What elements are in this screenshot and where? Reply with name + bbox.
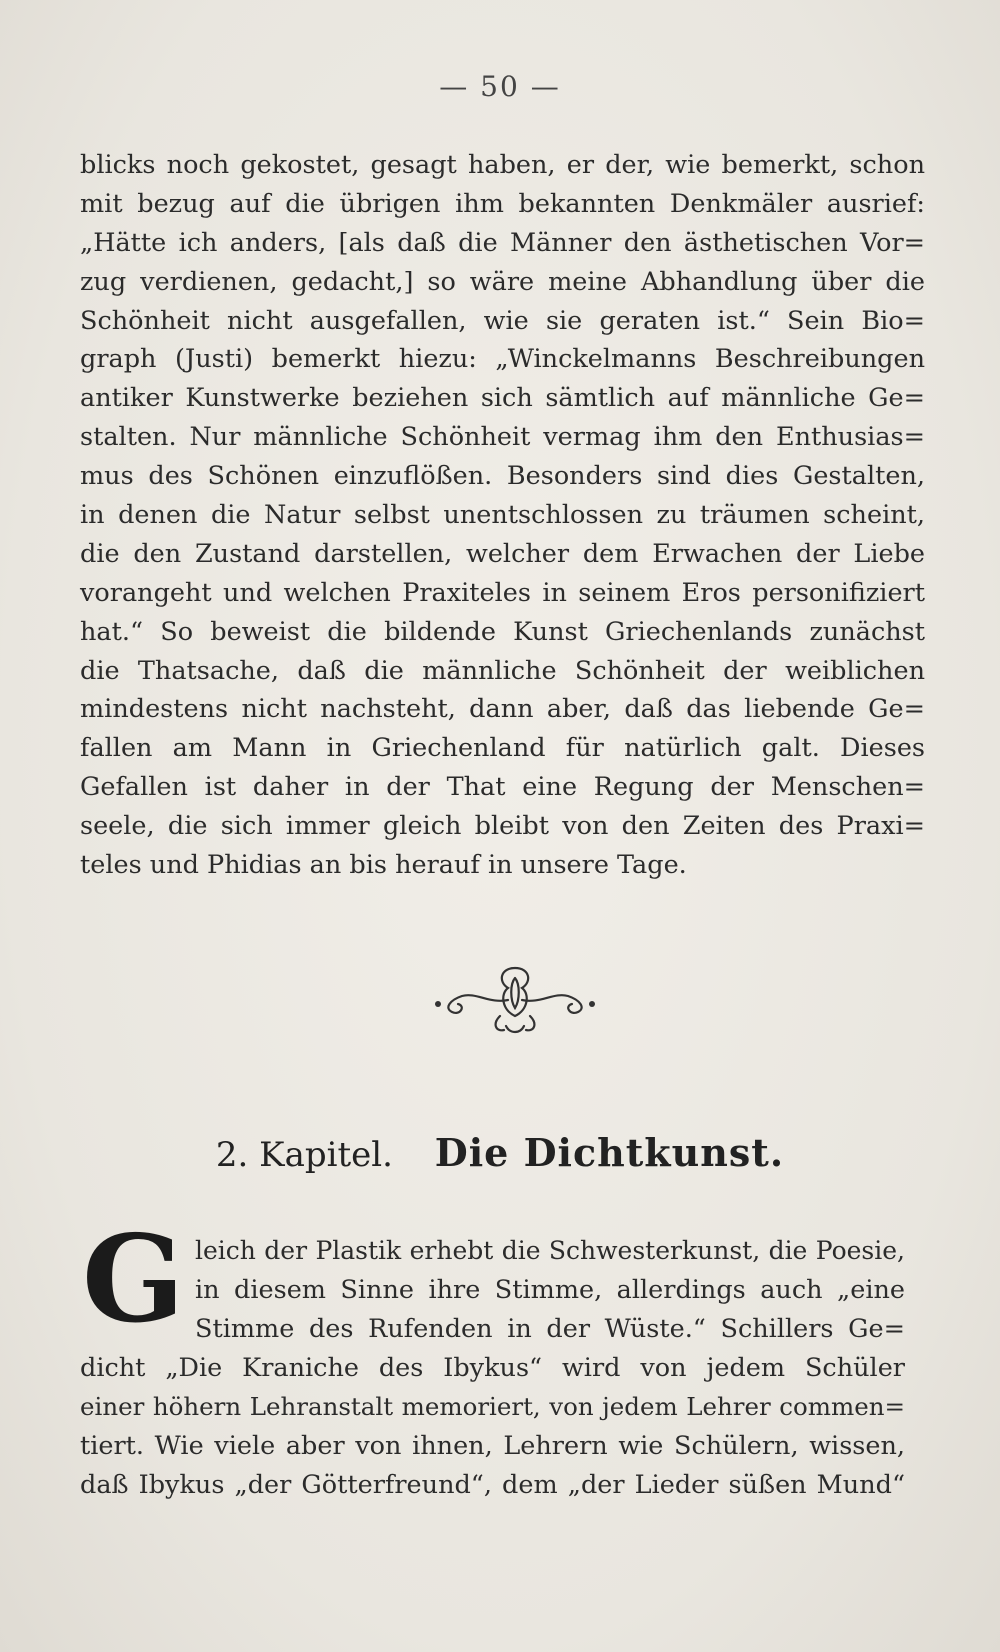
text-line: mus des Schönen einzuflößen. Besonders sind dies Gestalten,: [80, 461, 925, 492]
text-line: „Hätte ich anders, [als daß die Männer den ästhetischen Vor=: [80, 227, 925, 258]
ornament-divider: [430, 960, 600, 1040]
text-line: teles und Phidias an bis herauf in unsere Tage.: [80, 850, 687, 881]
paragraph-2: [80, 1349, 905, 1505]
text-line: in denen die Natur selbst unentschlossen zu träumen scheint,: [80, 500, 925, 531]
text-line: in diesem Sinne ihre Stimme, allerdings auch „eine: [195, 1274, 905, 1305]
text-line: zug verdienen, gedacht,] so wäre meine Abhandlung über die: [80, 266, 925, 297]
text-line: seele, die sich immer gleich bleibt von den Zeiten des Praxi=: [80, 811, 925, 842]
text-line: mindestens nicht nachsteht, dann aber, daß das liebende Ge=: [80, 694, 925, 725]
paragraph-1: [80, 146, 925, 885]
text-line: graph (Justi) bemerkt hiezu: „Winckelmanns Beschreibungen: [80, 344, 925, 375]
text-line: dicht „Die Kraniche des Ibykus“ wird von jedem Schüler: [80, 1353, 905, 1383]
text-line: die Thatsache, daß die männliche Schönheit der weiblichen: [80, 655, 925, 686]
drop-cap: G: [82, 1209, 185, 1350]
text-line: stalten. Nur männliche Schönheit vermag ihm den Enthusias=: [80, 422, 925, 453]
text-line: einer höhern Lehranstalt memoriert, von jedem Lehrer commen=: [80, 1391, 905, 1421]
text-line: antiker Kunstwerke beziehen sich sämtlich auf männliche Ge=: [80, 383, 925, 414]
text-line: tiert. Wie viele aber von ihnen, Lehrern wie Schülern, wissen,: [80, 1430, 905, 1461]
text-line: fallen am Mann in Griechenland für natürlich galt. Dieses: [80, 733, 925, 764]
text-line: Stimme des Rufenden in der Wüste.“ Schillers Ge=: [195, 1313, 905, 1344]
text-line: mit bezug auf die übrigen ihm bekannten Denkmäler ausrief:: [80, 188, 925, 219]
text-line: blicks noch gekostet, gesagt haben, er der, wie bemerkt, schon: [80, 150, 925, 180]
chapter-title: Die Dichtkunst.: [434, 1130, 785, 1175]
paragraph-2-indented: [195, 1232, 905, 1349]
page-number: — 50 —: [439, 70, 561, 103]
chapter-heading: [0, 1130, 1000, 1175]
text-line: daß Ibykus „der Götterfreund“, dem „der Lieder süßen Mund“: [80, 1469, 905, 1500]
text-line: vorangeht und welchen Praxiteles in seinem Eros personifiziert: [80, 577, 925, 608]
text-line: leich der Plastik erhebt die Schwesterkunst, die Poesie,: [195, 1236, 905, 1265]
chapter-number: 2. Kapitel.: [215, 1135, 393, 1175]
text-line: Schönheit nicht ausgefallen, wie sie geraten ist.“ Sein Bio=: [80, 305, 925, 336]
text-line: hat.“ So beweist die bildende Kunst Griechenlands zunächst: [80, 616, 925, 647]
text-line: die den Zustand darstellen, welcher dem Erwachen der Liebe: [80, 538, 925, 569]
text-line: Gefallen ist daher in der That eine Regung der Menschen=: [80, 772, 925, 803]
